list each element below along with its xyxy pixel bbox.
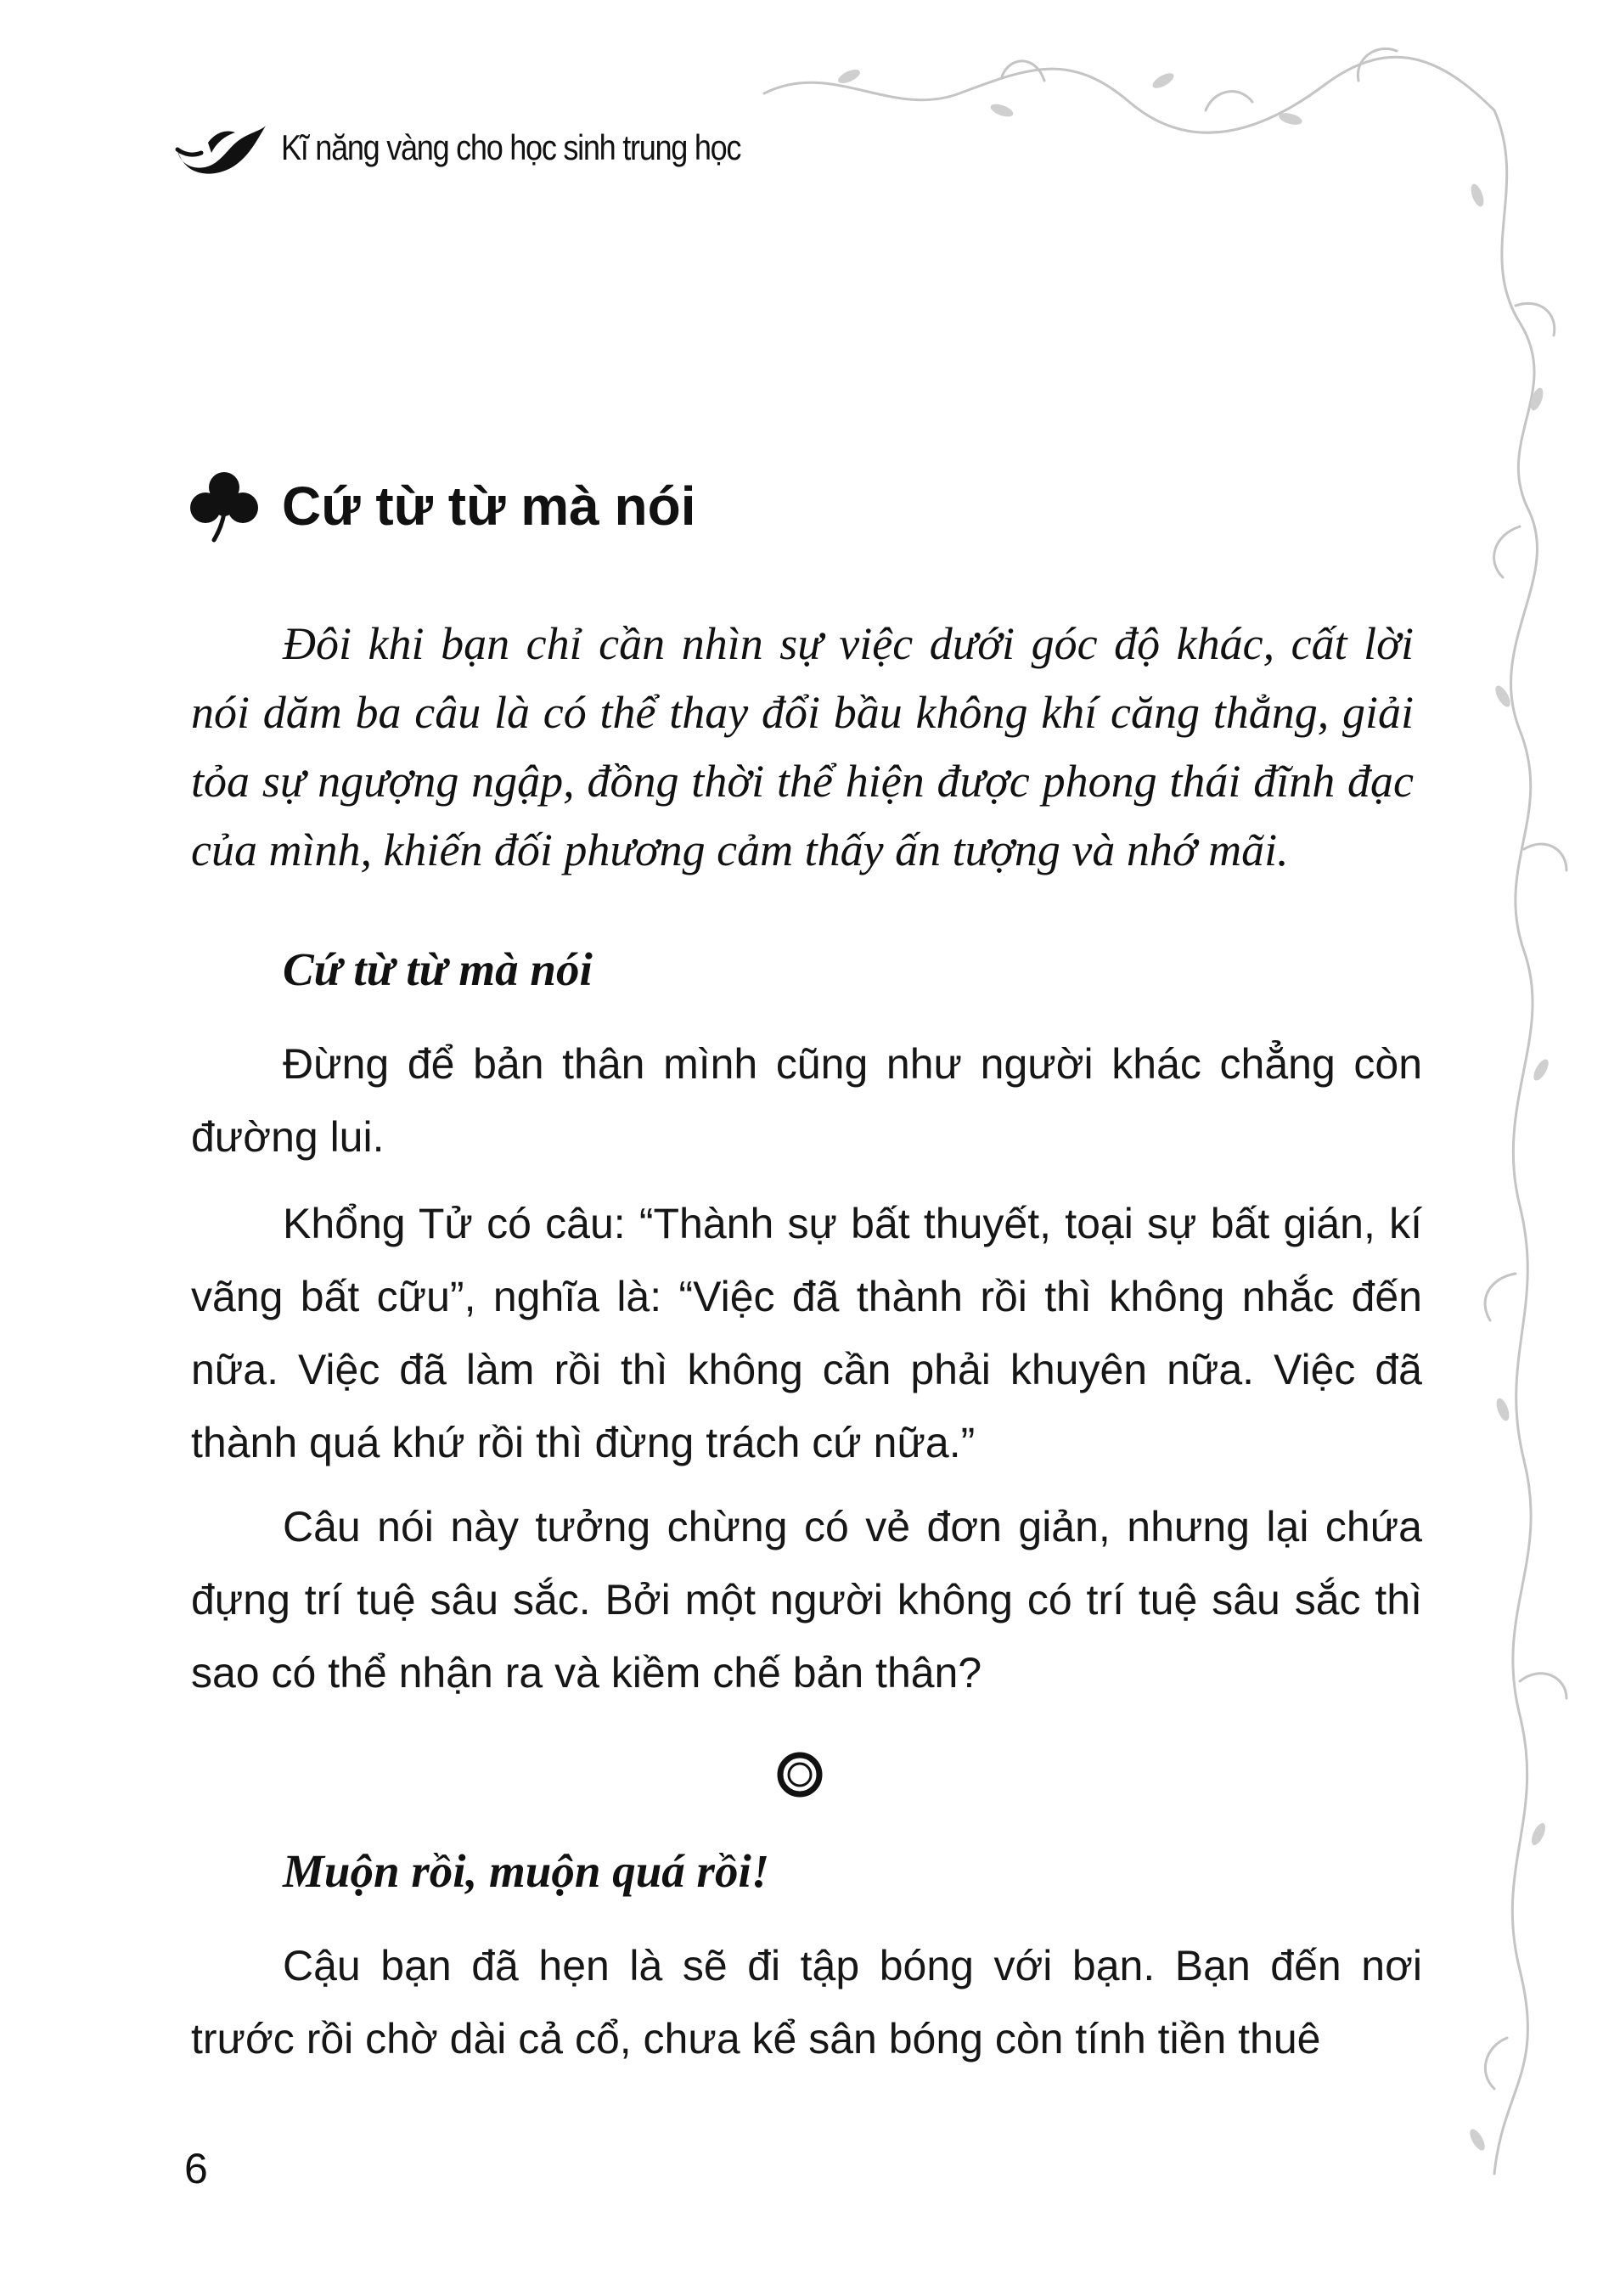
page-number: 6 xyxy=(184,2145,208,2192)
section-title: Cứ từ từ mà nói xyxy=(282,476,696,537)
body-paragraph: Cậu bạn đã hẹn là sẽ đi tập bóng với bạn. Bạn đến nơi trước rồi chờ dài cả cổ, chưa kể sân bóng còn tính tiền thuê xyxy=(191,1942,1422,2062)
subsection-heading: Cứ từ từ mà nói xyxy=(283,943,593,995)
clover-icon xyxy=(185,467,263,545)
running-header xyxy=(174,117,815,178)
ring-ornament-icon xyxy=(774,1749,825,1800)
subsection-heading: Muộn rồi, muộn quá rồi! xyxy=(283,1845,770,1897)
body-paragraph: Đừng để bản thân mình cũng như người khác chẳng còn đường lui. xyxy=(191,1040,1422,1161)
section-heading xyxy=(185,467,695,545)
intro-paragraph: Đôi khi bạn chỉ cần nhìn sự việc dưới góc độ khác, cất lời nói dăm ba câu là có thể thay đổi bầu không khí căng thẳng, giải tỏa sự ngượng ngập, đồng thời thể hiện được phong thái đĩnh đạc của mình, khiến đối phương cảm thấy ấn tượng và nhớ mãi. xyxy=(191,618,1414,875)
body-paragraph: Câu nói này tưởng chừng có vẻ đơn giản, nhưng lại chứa đựng trí tuệ sâu sắc. Bởi một người không có trí tuệ sâu sắc thì sao có thể nhận ra và kiềm chế bản thân? xyxy=(191,1503,1422,1697)
book-title: Kĩ năng vàng cho học sinh trung học xyxy=(281,127,741,167)
swoosh-leaf-icon xyxy=(174,117,269,178)
body-paragraph: Khổng Tử có câu: “Thành sự bất thuyết, toại sự bất gián, kí vãng bất cữu”, nghĩa là: “Việc đã thành rồi thì không nhắc đến nữa. Việc đã làm rồi thì không cần phải khuyên nữa. Việc đã thành quá khứ rồi thì đừng trách cứ nữa.” xyxy=(191,1200,1422,1466)
